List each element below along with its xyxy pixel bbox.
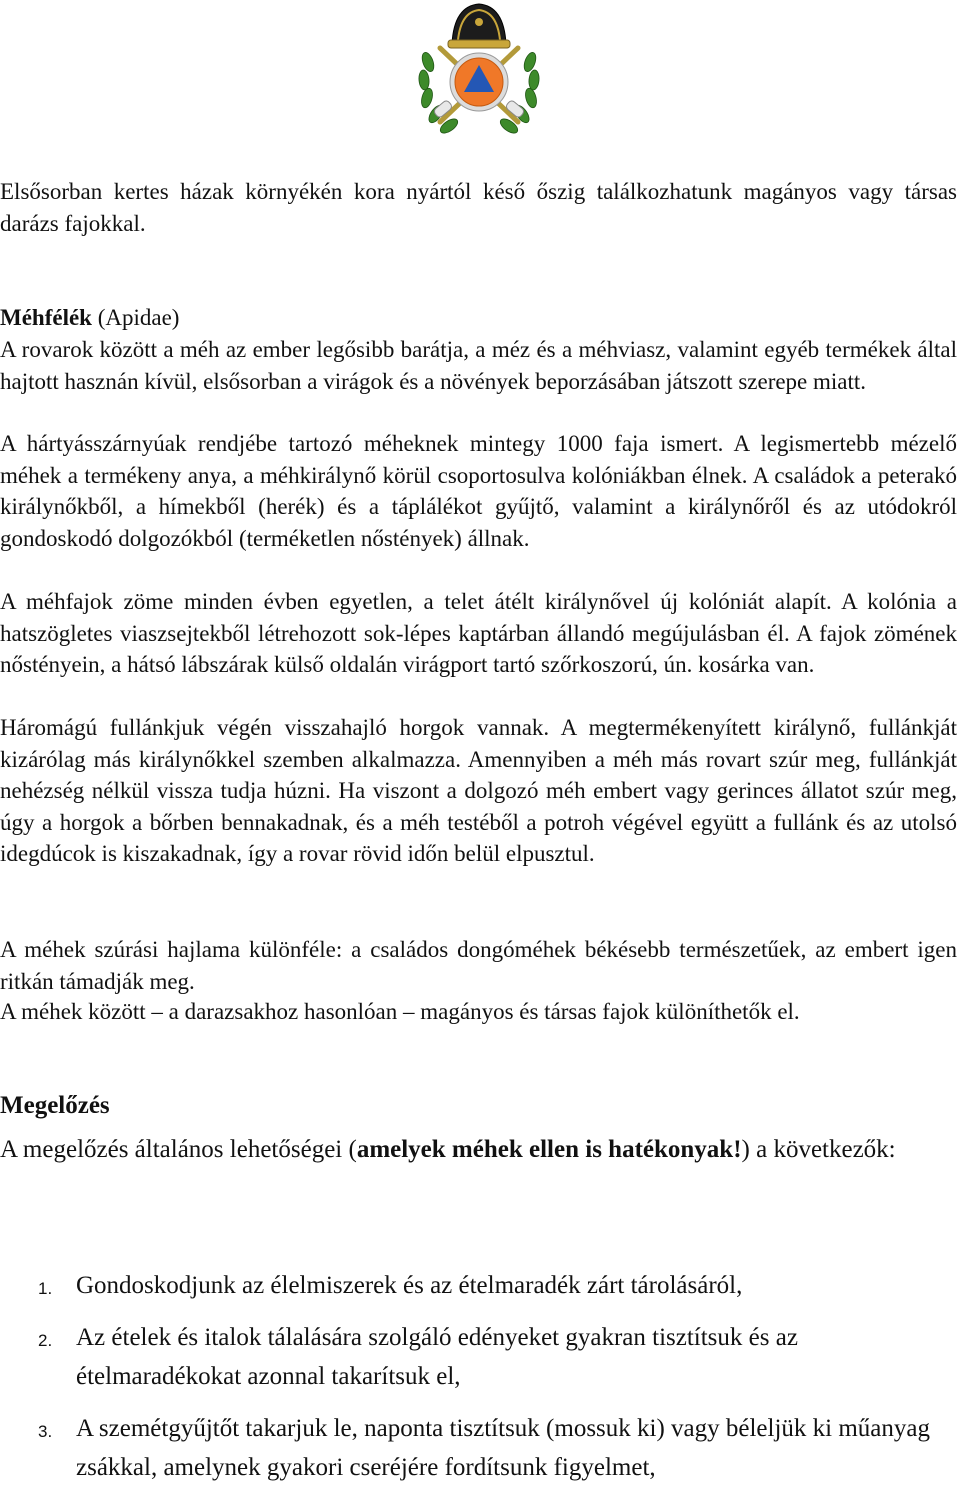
prevention-list: [0, 1266, 957, 1487]
list-item: [0, 1409, 957, 1487]
bees-heading: Méhfélék: [0, 305, 92, 330]
bees-heading-suffix: (Apidae): [91, 305, 180, 330]
prevention-heading: Megelőzés: [0, 1092, 110, 1119]
bees-paragraph-4: Háromágú fullánkjuk végén visszahajló horgok vannak. A megtermékenyített királynő, fullánkját kizárólag más királynőkkel szemben alkalmazza. Amennyiben a méh más rovart szúr meg, fullánkját nehézség nélkül vissza tudja húzni. Ha viszont a dolgozó méh embert vagy gerinces állatot szúr meg, úgy a horgok a bőrben bennakadnak, és a méh testéből a potroh végével együtt a fullánk és az utolsó idegdúcok is kiszakadnak, így a rovar rövid időn belül elpusztul.: [0, 715, 957, 866]
list-item: [0, 1318, 957, 1396]
prevention-intro: [0, 1130, 957, 1170]
prevention-intro-bold: amelyek méhek ellen is hatékonyak!: [356, 1136, 742, 1163]
intro-paragraph: Elsősorban kertes házak környékén kora nyártól késő őszig találkozhatunk magányos vagy társas darázs fajokkal.: [0, 179, 957, 236]
list-item-number: 3.: [38, 1422, 53, 1441]
list-item-text: Gondoskodjunk az élelmiszerek és az ételmaradék zárt tárolásáról,: [76, 1272, 743, 1299]
bees-paragraph-1: A rovarok között a méh az ember legősibb barátja, a méz és a méhviasz, valamint egyéb termékek által hajtott hasznán kívül, elsősorban a virágok és a növények beporzásában játszott szerepe miatt.: [0, 337, 957, 394]
prevention-intro-post: ) a következők:: [741, 1136, 896, 1163]
bees-paragraph-2: A hártyásszárnyúak rendjébe tartozó méheknek mintegy 1000 faja ismert. A legismertebb mézelő méhek a termékeny anya, a méhkirálynő körül csoportosulva kolóniákban élnek. A családok a peterakó királynőkből, a hímekből (herék) és a táplálékot gyűjtő, valamint a királynőről és az utódokról gondoskodó dolgozókból (terméketlen nőstények) állnak.: [0, 431, 957, 551]
list-item-text: A szemétgyűjtőt takarjuk le, naponta tisztítsuk (mossuk ki) vagy béleljük ki műanyag zsákkal, amelynek gyakori cseréjére fordítsunk figyelmet,: [76, 1415, 931, 1481]
list-item-text: Az ételek és italok tálalására szolgáló edényeket gyakran tisztítsuk és az ételmaradékokat azonnal takarítsuk el,: [76, 1324, 798, 1390]
list-item: [0, 1266, 957, 1305]
civil-protection-emblem-logo: [414, 0, 544, 140]
prevention-intro-pre: A megelőzés általános lehetőségei (: [0, 1136, 357, 1163]
bees-paragraph-3: A méhfajok zöme minden évben egyetlen, a telet átélt királynővel új kolóniát alapít. A kolónia a hatszögletes viaszsejtekből létrehozott sok-lépes kaptárban állandó megújulásban él. A fajok zömének nőstényein, a hátsó lábszárak külső oldalán virágport tartó szőrkoszorú, ún. kosárka van.: [0, 589, 957, 677]
bees-section-heading: [0, 302, 957, 334]
bees-paragraph-6: A méhek között – a darazsakhoz hasonlóan – magányos és társas fajok különíthetők el.: [0, 999, 800, 1024]
bees-paragraph-5: A méhek szúrási hajlama különféle: a családos dongóméhek békésebb természetűek, az embert igen ritkán támadják meg.: [0, 937, 957, 994]
list-item-number: 1.: [38, 1279, 53, 1298]
list-item-number: 2.: [38, 1331, 53, 1350]
